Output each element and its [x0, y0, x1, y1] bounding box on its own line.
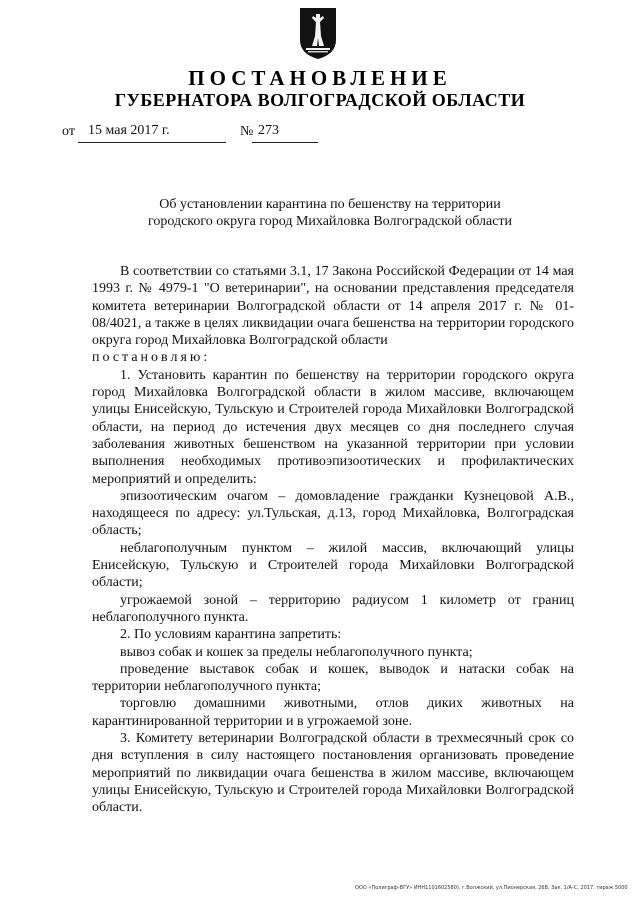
date-underline — [78, 142, 226, 143]
printer-imprint: ООО «Полиграф-ВГУ» ИНН1101602580), г.Волжский, ул.Пионерская, 26В. Зак. 1/А-С, 2017. тираж 5000 — [355, 885, 628, 891]
decree-word: постановляю: — [92, 350, 211, 366]
item-1c-paragraph: угрожаемой зоной – территорию радиусом 1 километр от границ неблагополучного пункта. — [92, 592, 574, 625]
document-title: ПОСТАНОВЛЕНИЕ — [188, 66, 452, 90]
number-underline — [252, 142, 318, 143]
item-3-paragraph: 3. Комитету ветеринарии Волгоградской области в трехмесячный срок со дня вступления в силу настоящего постановления организовать проведение мероприятий по ликвидации очага бешенства в жилом массиве, включающем улицы Енисейскую, Тульскую и Строителей города Михайловки Волгоградской области. — [92, 731, 574, 816]
preamble-paragraph: В соответствии со статьями 3.1, 17 Закона Российской Федерации от 14 мая 1993 г. № 4979-1 "О ветеринарии", на основании представления председателя комитета ветеринарии Волгоградской области от 14 апреля 2017 г. № 01-08/4021, а также в целях ликвидации очага бешенства на территории городского округа город Михайловка Волгоградской области — [92, 264, 574, 349]
document-issuer: ГУБЕРНАТОРА ВОЛГОГРАДСКОЙ ОБЛАСТИ — [114, 90, 526, 110]
document-date: 15 мая 2017 г. — [88, 123, 170, 138]
item-2c-paragraph: торговлю домашними животными, отлов диких животных на карантинированной территории и в угрожаемой зоне. — [92, 696, 574, 729]
item-2a-paragraph: вывоз собак и кошек за пределы неблагополучного пункта; — [120, 644, 473, 660]
volgograd-coat-of-arms-icon — [298, 6, 338, 60]
subject-line-1: Об установлении карантина по бешенству на территории — [159, 197, 501, 212]
document-subject — [120, 196, 540, 230]
document-body — [92, 263, 574, 817]
document-number: 273 — [258, 123, 279, 138]
date-prefix: от — [62, 124, 75, 139]
item-2-paragraph: 2. По условиям карантина запретить: — [120, 627, 342, 643]
subject-line-2: городского округа город Михайловка Волгоградской области — [147, 214, 513, 229]
number-prefix: № — [240, 124, 254, 139]
item-2b-paragraph: проведение выставок собак и кошек, выводок и натаски собак на территории неблагополучного пункта; — [92, 661, 574, 695]
item-1-paragraph: 1. Установить карантин по бешенству на территории городского округа город Михайловка Волгоградской области в жилом массиве, включающем улицы Енисейскую, Тульскую и Строителей города Михайловки Волгоградской области, на период до истечения двух месяцев со дня последнего случая заболевания животных бешенством на указанной территории при условии выполнения необходимых противоэпизоотических и профилактических мероприятий и определить: — [92, 367, 574, 487]
item-1b-paragraph: неблагополучным пунктом – жилой массив, включающий улицы Енисейскую, Тульскую и Строителей города Михайловки Волгоградской области; — [92, 540, 574, 591]
item-1a-paragraph: эпизоотическим очагом – домовладение гражданки Кузнецовой А.В., находящееся по адресу: ул.Тульская, д.13, город Михайловка, Волгоградская область; — [92, 488, 574, 539]
